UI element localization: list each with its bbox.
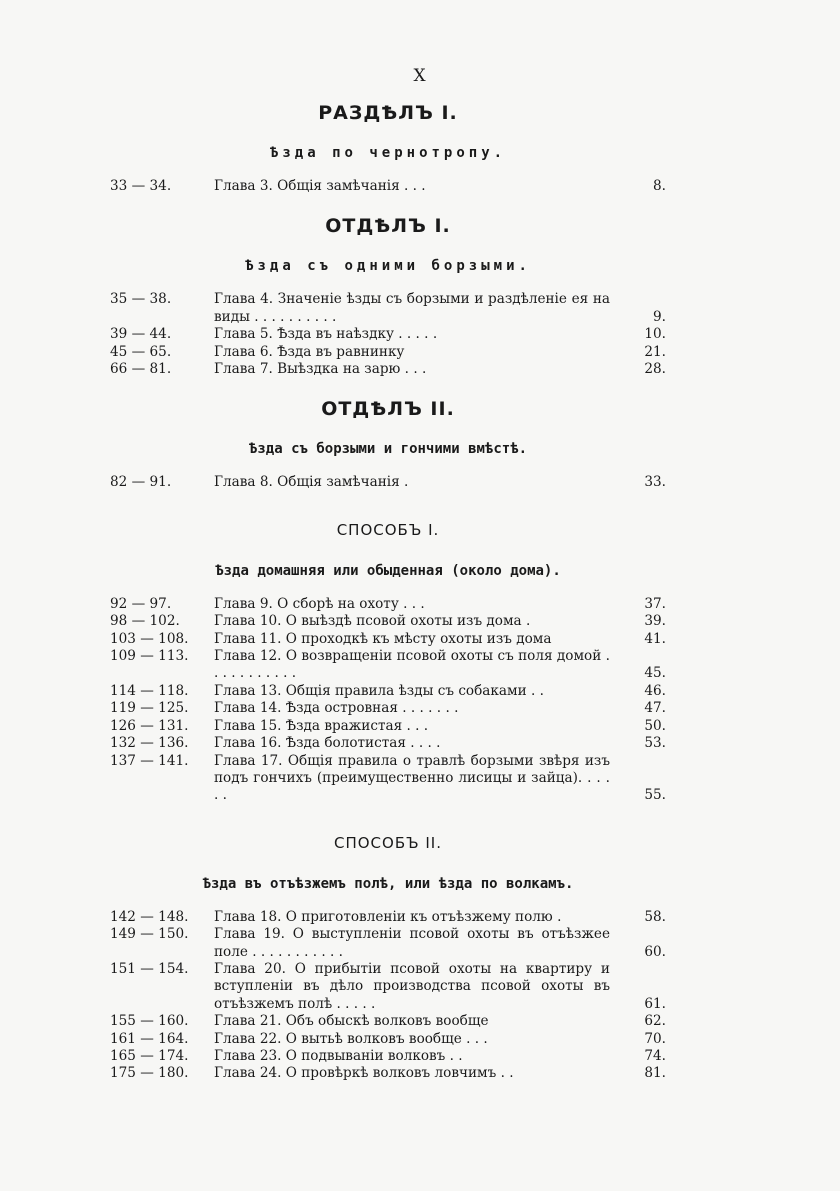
chapter-title: Глава 21. Объ обыскѣ волковъ вообще xyxy=(214,1013,489,1030)
spacer xyxy=(110,464,666,474)
toc-entry xyxy=(110,700,666,717)
chapter-title: Глава 17. Общія правила о травлѣ борзыми звѣря изъ подъ гончихъ (преимущественно лисицы и зайца). . . . . . xyxy=(214,752,610,804)
toc-entry xyxy=(110,1031,666,1048)
toc-entry xyxy=(110,683,666,700)
spacer xyxy=(110,859,666,869)
chapter-title: Глава 24. О провѣркѣ волковъ ловчимъ . . xyxy=(214,1065,514,1082)
page-ref: 33. xyxy=(644,474,666,491)
spacer xyxy=(110,128,666,138)
paragraph-range: 151 — 154. xyxy=(110,960,189,977)
spacer xyxy=(110,805,666,827)
paragraph-range: 103 — 108. xyxy=(110,630,189,647)
spacer xyxy=(110,899,666,909)
page-ref: 58. xyxy=(644,908,666,925)
toc-entry-list xyxy=(110,291,666,378)
paragraph-range: 114 — 118. xyxy=(110,682,189,699)
paragraph-range: 98 — 102. xyxy=(110,613,180,630)
chapter-title: Глава 9. О сборѣ на охоту . . . xyxy=(214,595,425,612)
page-ref: 50. xyxy=(644,717,666,734)
chapter-title: Глава 7. Выѣздка на зарю . . . xyxy=(214,361,427,378)
page-ref: 8. xyxy=(653,178,666,194)
page-ref: 41. xyxy=(644,630,666,647)
chapter-title: Глава 16. Ѣзда болотистая . . . . xyxy=(214,735,441,752)
toc-entry xyxy=(110,1013,666,1030)
page-ref: 39. xyxy=(644,613,666,630)
paragraph-range: 109 — 113. xyxy=(110,648,189,665)
paragraph-range: 119 — 125. xyxy=(110,700,189,717)
toc-entry xyxy=(110,631,666,648)
page-ref: 37. xyxy=(644,595,666,612)
chapter-title: Глава 12. О возвращеніи псовой охоты съ поля домой . . . . . . . . . . . xyxy=(214,648,610,682)
paragraph-range: 92 — 97. xyxy=(110,595,172,612)
page-ref: 47. xyxy=(644,700,666,717)
page-ref: 60. xyxy=(644,943,666,960)
section-subtitle: Ѣзда въ отъѣзжемъ полѣ, или ѣзда по волкамъ. xyxy=(202,875,574,892)
section-heading: СПОСОБЪ I. xyxy=(336,520,440,539)
paragraph-range: 165 — 174. xyxy=(110,1047,189,1064)
chapter-title: Глава 20. О прибытіи псовой охоты на квартиру и вступленіи въ дѣло производства псовой охоты въ отъѣзжемъ полѣ . . . . . xyxy=(214,960,610,1012)
section-subtitle: Ѣзда домашняя или обыденная (около дома). xyxy=(215,562,561,579)
toc-entry xyxy=(110,926,666,961)
page-ref: 70. xyxy=(644,1030,666,1047)
page-ref: 62. xyxy=(644,1013,666,1030)
section-subtitle: Ѣзда съ борзыми и гончими вмѣстѣ. xyxy=(248,441,528,458)
page-ref: 61. xyxy=(644,995,666,1012)
paragraph-range: 126 — 131. xyxy=(110,717,189,734)
toc-entry xyxy=(110,753,666,805)
spacer xyxy=(110,241,666,251)
section-subtitle: Ѣзда по чернотропу. xyxy=(269,145,507,161)
chapter-title: Глава 18. О приготовленіи къ отъѣзжему полю . xyxy=(214,908,562,925)
section-heading: РАЗДѢЛЪ I. xyxy=(318,102,458,124)
paragraph-range: 45 — 65. xyxy=(110,343,172,360)
toc-entry xyxy=(110,648,666,683)
toc-entry xyxy=(110,1065,666,1082)
chapter-title: Глава 6. Ѣзда въ равнинку xyxy=(214,343,405,360)
section-heading: ОТДѢЛЪ I. xyxy=(325,215,451,238)
toc-entry xyxy=(110,474,666,491)
page-ref: 9. xyxy=(653,308,666,325)
page-ref: 53. xyxy=(644,735,666,752)
toc-entry-list xyxy=(110,178,666,195)
paragraph-range: 155 — 160. xyxy=(110,1013,189,1030)
page-ref: 10. xyxy=(644,326,666,343)
chapter-title: Глава 10. О выѣздѣ псовой охоты изъ дома . xyxy=(214,613,531,630)
toc-entry xyxy=(110,291,666,326)
spacer xyxy=(110,492,666,514)
chapter-title: Глава 11. О проходкѣ къ мѣсту охоты изъ дома xyxy=(214,630,552,647)
page-ref: 45. xyxy=(644,665,666,682)
paragraph-range: 132 — 136. xyxy=(110,735,189,752)
chapter-title: Глава 13. Общія правила ѣзды съ собаками . . xyxy=(214,682,544,699)
toc-entry xyxy=(110,961,666,1013)
toc-entry xyxy=(110,344,666,361)
toc-entry xyxy=(110,909,666,926)
chapter-title: Глава 23. О подвываніи волковъ . . xyxy=(214,1047,463,1064)
chapter-title: Глава 3. Общія замѣчанія . . . xyxy=(214,178,426,194)
chapter-title: Глава 15. Ѣзда вражистая . . . xyxy=(214,717,429,734)
page-ref: 46. xyxy=(644,682,666,699)
chapter-title: Глава 4. Значеніе ѣзды съ борзыми и раздѣленіе ея на виды . . . . . . . . . . xyxy=(214,291,610,325)
toc-entry xyxy=(110,326,666,343)
toc-entry xyxy=(110,718,666,735)
toc-entry xyxy=(110,596,666,613)
paragraph-range: 35 — 38. xyxy=(110,291,172,308)
toc-entry xyxy=(110,178,666,195)
paragraph-range: 161 — 164. xyxy=(110,1030,189,1047)
page-ref: 28. xyxy=(644,361,666,378)
chapter-title: Глава 19. О выступленіи псовой охоты въ отъѣзжее поле . . . . . . . . . . . xyxy=(214,926,610,960)
table-of-contents xyxy=(110,98,666,1083)
spacer xyxy=(110,195,666,211)
chapter-title: Глава 22. О вытьѣ волковъ вообще . . . xyxy=(214,1030,488,1047)
toc-entry xyxy=(110,735,666,752)
toc-entry-list xyxy=(110,474,666,491)
paragraph-range: 137 — 141. xyxy=(110,752,189,769)
toc-entry xyxy=(110,1048,666,1065)
chapter-title: Глава 14. Ѣзда островная . . . . . . . xyxy=(214,700,459,717)
spacer xyxy=(110,378,666,394)
paragraph-range: 82 — 91. xyxy=(110,474,172,491)
paragraph-range: 149 — 150. xyxy=(110,926,189,943)
toc-entry-list xyxy=(110,596,666,805)
page-ref: 74. xyxy=(644,1047,666,1064)
paragraph-range: 175 — 180. xyxy=(110,1065,189,1082)
page-ref: 81. xyxy=(644,1065,666,1082)
page-ref: 21. xyxy=(644,343,666,360)
paragraph-range: 66 — 81. xyxy=(110,361,172,378)
section-subtitle: Ѣзда съ одними борзыми. xyxy=(245,258,531,275)
spacer xyxy=(110,546,666,556)
chapter-title: Глава 8. Общія замѣчанія . xyxy=(214,474,409,491)
spacer xyxy=(110,168,666,178)
chapter-title: Глава 5. Ѣзда въ наѣздку . . . . . xyxy=(214,326,438,343)
toc-entry xyxy=(110,613,666,630)
spacer xyxy=(110,586,666,596)
page-number: X xyxy=(413,66,427,86)
paragraph-range: 39 — 44. xyxy=(110,326,172,343)
spacer xyxy=(110,281,666,291)
page-ref: 55. xyxy=(644,787,666,804)
section-heading: ОТДѢЛЪ II. xyxy=(321,398,455,421)
toc-entry xyxy=(110,361,666,378)
toc-entry-list xyxy=(110,909,666,1083)
section-heading: СПОСОБЪ II. xyxy=(333,833,442,852)
paragraph-range: 33 — 34. xyxy=(110,178,172,194)
paragraph-range: 142 — 148. xyxy=(110,908,189,925)
spacer xyxy=(110,424,666,434)
